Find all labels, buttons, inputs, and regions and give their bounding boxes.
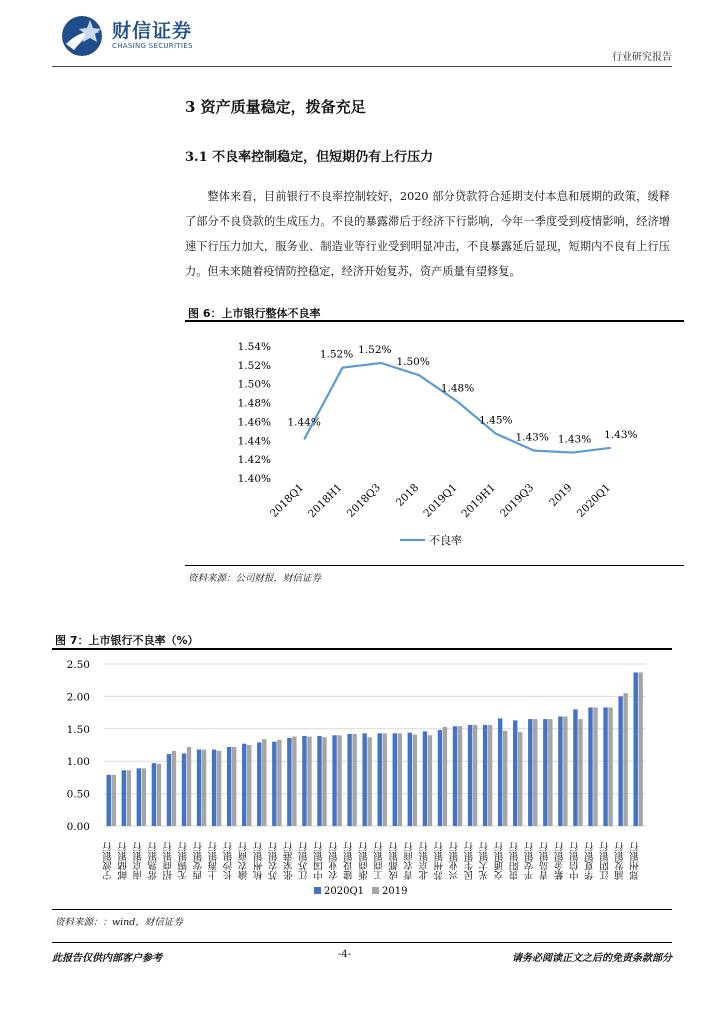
x-tick-label: 上海银行 [208, 842, 220, 880]
x-tick-label: 民生银行 [464, 842, 476, 880]
bar-2020q1 [633, 672, 637, 826]
data-label: 1.43% [557, 433, 592, 446]
bar-2019 [503, 731, 507, 826]
data-label: 1.48% [440, 382, 475, 395]
bar-2019 [578, 719, 582, 826]
bar-2020q1 [182, 753, 186, 826]
x-tick-label: 2018Q1 [268, 481, 307, 520]
bar-2019 [352, 734, 356, 826]
logo-mark-icon [60, 14, 104, 58]
x-tick-label: 西安银行 [193, 842, 205, 880]
bar-2019 [458, 726, 462, 826]
bar-2020q1 [543, 719, 547, 826]
figure6-top-rule [185, 320, 684, 322]
bar-2020q1 [423, 731, 427, 826]
x-tick-label: 浦发银行 [614, 842, 626, 880]
x-tick-label: 华夏银行 [584, 842, 596, 880]
bar-2019 [187, 747, 191, 826]
bar-2019 [398, 733, 402, 826]
bar-2019 [428, 735, 432, 826]
x-tick-label: 邮储银行 [118, 842, 130, 880]
company-logo [60, 14, 210, 58]
x-tick-label: 2018H1 [306, 481, 345, 521]
x-tick-label: 2019 [547, 481, 575, 510]
data-label: 1.52% [358, 343, 392, 356]
bar-2020q1 [332, 735, 336, 826]
bar-2020q1 [242, 744, 246, 826]
y-tick-label: 1.42% [237, 454, 271, 467]
data-label: 1.44% [287, 416, 321, 429]
figure7-bar-chart [52, 650, 672, 906]
bar-2020q1 [257, 742, 261, 826]
figure6-line-chart [185, 324, 684, 562]
bar-2020q1 [107, 775, 111, 826]
y-tick-label: 1.48% [237, 397, 271, 410]
bar-2020q1 [528, 719, 532, 826]
x-tick-label: 光大银行 [479, 842, 491, 880]
x-tick-label: 杭州银行 [253, 842, 265, 880]
y-tick-label: 1.40% [237, 473, 271, 485]
x-tick-label: 建设银行 [343, 842, 355, 880]
x-tick-label: 浙商银行 [358, 842, 370, 880]
x-tick-label: 2019H1 [459, 481, 498, 521]
x-tick-label: 成都银行 [389, 842, 401, 880]
x-tick-label: 中国银行 [313, 842, 325, 880]
x-tick-label: 宁波银行 [103, 842, 115, 880]
bar-2020q1 [287, 738, 291, 826]
x-tick-label: 2019Q1 [421, 481, 460, 520]
figure7-source: 资料来源：：wind，财信证券 [55, 917, 183, 928]
x-tick-label: 青农商行 [404, 842, 416, 880]
bar-2019 [548, 719, 552, 826]
page-number: -4- [338, 949, 352, 960]
bar-2019 [367, 737, 371, 826]
legend-label: 2019 [382, 886, 408, 897]
bar-2020q1 [272, 742, 276, 826]
footer-divider [52, 942, 672, 943]
y-tick-label: 1.54% [237, 341, 271, 353]
y-tick-label: 1.50 [66, 723, 90, 736]
bar-2019 [127, 770, 131, 826]
bar-2020q1 [603, 707, 607, 826]
bar-2020q1 [152, 763, 156, 826]
y-tick-label: 1.46% [237, 416, 271, 429]
bar-2020q1 [468, 725, 472, 826]
bar-2019 [142, 768, 146, 826]
bar-2019 [307, 737, 311, 826]
data-label: 1.50% [396, 356, 430, 369]
bar-2020q1 [227, 747, 231, 826]
x-tick-label: 张家港行 [283, 842, 295, 880]
bar-2019 [518, 732, 522, 826]
report-type: 行业研究报告 [612, 52, 672, 63]
bar-2020q1 [212, 750, 216, 826]
x-tick-label: 渝农商行 [238, 842, 250, 880]
x-tick-label: 苏州银行 [434, 842, 446, 880]
x-tick-label: 招商银行 [163, 842, 175, 880]
y-tick-label: 1.00 [66, 756, 90, 769]
bar-2019 [292, 737, 296, 826]
data-label: 1.43% [515, 431, 549, 444]
x-tick-label: 无锡银行 [178, 842, 190, 880]
bar-2020q1 [438, 730, 442, 826]
legend-swatch [372, 887, 379, 894]
figure6-bottom-rule [185, 565, 684, 566]
body-paragraph: 整体来看，目前银行不良率控制较好，2020 部分贷款符合延期支付本息和展期的政策，缓释了部分不良贷款的生成压力。不良的暴露滞后于经济下行影响，今年一季度受到疫情影响，经济增速下行压力加大，服务业、制造业等行业受到明显冲击，不良暴露延后显现，短期内不良有上行压力。但未来随着疫情防控稳定，经济开始复苏，资产质量有望修复。 [185, 190, 670, 278]
bar-2020q1 [483, 725, 487, 826]
section-title: 3 资产质量稳定，拨备充足 [185, 98, 366, 116]
bar-2020q1 [618, 696, 622, 826]
bar-2019 [593, 707, 597, 826]
bar-2019 [232, 747, 236, 826]
bar-2020q1 [197, 750, 201, 826]
x-tick-label: 兴业银行 [449, 842, 461, 880]
bar-2019 [623, 693, 627, 826]
x-tick-label: 郑州银行 [629, 842, 641, 880]
x-tick-label: 江苏银行 [298, 842, 310, 880]
data-label: 1.43% [604, 428, 638, 441]
bar-2019 [322, 737, 326, 826]
bar-2019 [473, 725, 477, 826]
bar-2019 [563, 716, 567, 826]
x-tick-label: 紫金银行 [554, 842, 566, 880]
bar-2020q1 [167, 754, 171, 826]
data-label: 1.45% [479, 414, 513, 427]
bar-2020q1 [347, 734, 351, 826]
bar-2019 [112, 775, 116, 826]
x-tick-label: 中信银行 [569, 842, 581, 880]
header-divider [52, 66, 672, 67]
bar-2020q1 [558, 716, 562, 826]
bar-2019 [533, 719, 537, 826]
bar-2020q1 [362, 733, 366, 826]
bar-2019 [488, 725, 492, 826]
subsection-title: 3.1 不良率控制稳定，但短期仍有上行压力 [185, 150, 434, 165]
x-tick-label: 常熟银行 [148, 842, 160, 880]
bar-2020q1 [408, 733, 412, 826]
x-tick-label: 青岛银行 [539, 842, 551, 880]
bar-2020q1 [378, 733, 382, 826]
y-tick-label: 2.50 [66, 659, 90, 671]
bar-2020q1 [453, 726, 457, 826]
x-tick-label: 2018Q3 [344, 481, 383, 520]
logo-subtitle: CHASING SECURITIES [112, 42, 193, 50]
bar-2020q1 [393, 733, 397, 826]
y-tick-label: 1.44% [237, 435, 271, 448]
x-tick-label: 南京银行 [133, 842, 145, 880]
figure6-title: 图 6：上市银行整体不良率 [188, 307, 321, 320]
x-tick-label: 北京银行 [419, 842, 431, 880]
bar-2019 [157, 764, 161, 826]
x-tick-label: 长沙银行 [223, 842, 235, 880]
bar-2020q1 [498, 718, 502, 826]
x-tick-label: 2020Q1 [574, 481, 613, 520]
x-tick-label: 工商银行 [374, 842, 386, 880]
x-tick-label: 2018 [393, 481, 422, 510]
x-tick-label: 交通银行 [494, 842, 506, 880]
bar-2019 [262, 739, 266, 826]
x-tick-label: 2019Q3 [498, 481, 537, 520]
y-tick-label: 0.50 [66, 788, 90, 801]
x-tick-label: 平安银行 [524, 842, 536, 880]
y-tick-label: 2.00 [66, 691, 90, 704]
data-label: 1.52% [319, 348, 354, 361]
bar-2019 [202, 750, 206, 826]
logo-name: 财信证券 [112, 20, 193, 42]
bar-2019 [413, 735, 417, 826]
x-tick-label: 江阴银行 [599, 842, 611, 880]
bar-2019 [217, 751, 221, 826]
figure7-bottom-rule [52, 909, 672, 910]
y-tick-label: 0.00 [66, 821, 90, 833]
bar-2019 [277, 740, 281, 826]
bar-2019 [172, 751, 176, 826]
bar-2020q1 [588, 707, 592, 826]
bar-2019 [608, 707, 612, 826]
x-tick-label: 农业银行 [328, 842, 340, 880]
x-tick-label: 苏农银行 [268, 842, 280, 880]
bar-2020q1 [513, 720, 517, 826]
x-tick-label: 贵阳银行 [509, 842, 521, 880]
y-tick-label: 1.52% [237, 359, 271, 372]
figure7-title: 图 7：上市银行不良率（%） [55, 634, 199, 647]
figure6-source: 资料来源：公司财报，财信证券 [188, 573, 322, 584]
bar-2020q1 [317, 736, 321, 826]
bar-2019 [337, 735, 341, 826]
bar-2020q1 [573, 709, 577, 826]
bar-2019 [638, 672, 642, 826]
bar-2019 [443, 727, 447, 826]
legend-label: 2020Q1 [324, 886, 365, 897]
bar-2019 [383, 733, 387, 826]
bar-2020q1 [302, 736, 306, 826]
bar-2020q1 [137, 768, 141, 826]
footer-notice: 请务必阅读正文之后的免责条款部分 [512, 953, 672, 964]
legend-label: 不良率 [429, 534, 462, 547]
bar-2020q1 [122, 770, 126, 826]
legend-swatch [314, 887, 321, 894]
footer-disclaimer: 此报告仅供内部客户参考 [52, 953, 162, 964]
bar-2019 [247, 745, 251, 826]
y-tick-label: 1.50% [237, 378, 271, 391]
